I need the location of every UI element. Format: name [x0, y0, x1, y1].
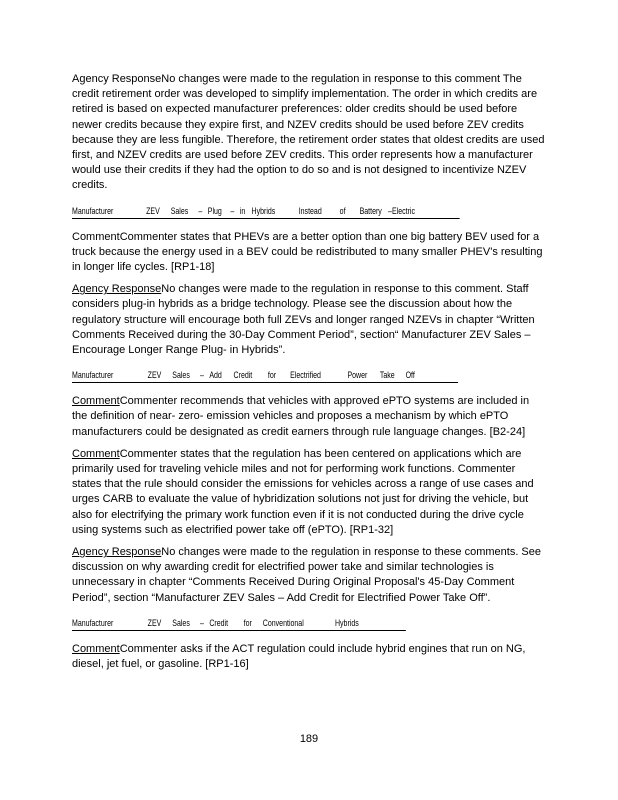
document-body	[72, 72, 546, 672]
section-heading	[72, 370, 546, 383]
paragraph-lead: Agency Response	[72, 283, 162, 296]
heading-word: Off	[405, 370, 415, 381]
heading-word: Sales	[172, 617, 190, 628]
heading-word: in	[239, 205, 246, 216]
heading-word: Electrified	[290, 370, 321, 381]
paragraph-lead: Comment	[72, 395, 120, 408]
paragraph-lead: Agency Response	[72, 546, 162, 559]
heading-word: Conventional	[262, 617, 304, 628]
paragraph-lead: Comment	[72, 230, 120, 243]
heading-text	[72, 618, 406, 631]
heading-word: ZEV	[146, 205, 160, 216]
heading-word: –	[388, 205, 392, 216]
agency-response-paragraph	[72, 72, 546, 194]
paragraph-text: Commenter states that the regulation has been centered on applications which are primarily used for traveling vehicle miles and not for performing work functions. Commenter states that the rule should consider the emissions for vehicles across a range of use cases and urges CARB to evaluate the value of hybridization solutions not just for driving the vehicle, but also for electrifying the primary work function even if it is not conducted during the drive cycle using systems such as electrified power take off (ePTO). [RP1-32]	[72, 447, 534, 536]
heading-text	[72, 370, 458, 383]
paragraph-text: No changes were made to the regulation in response to these comments. See discussion on why awarding credit for electrified power take and similar technologies is unnecessary in chapter “Comments Received During Original Proposal's 45-Day Comment Period”, section “Manufacturer ZEV Sales – Add Credit for Electrified Power Take Off”.	[72, 546, 542, 604]
heading-word: Credit	[233, 370, 253, 381]
paragraph-lead: Agency Response	[72, 73, 162, 85]
agency-response-paragraph	[72, 545, 546, 606]
heading-word: Credit	[209, 617, 229, 628]
heading-word: Hybrids	[334, 617, 359, 628]
heading-word: of	[339, 205, 346, 216]
heading-word: Electric	[391, 205, 415, 216]
heading-word: Plug	[207, 205, 222, 216]
section-heading	[72, 618, 546, 631]
heading-word: Power	[347, 370, 368, 381]
heading-word: –	[199, 370, 204, 381]
heading-word: Sales	[170, 205, 189, 216]
heading-word: Sales	[172, 370, 190, 381]
heading-text	[72, 206, 460, 219]
heading-word: –	[199, 617, 204, 628]
comment-paragraph	[72, 230, 546, 276]
heading-word: for	[243, 617, 252, 628]
heading-word: –	[230, 205, 235, 216]
heading-word: Instead	[298, 205, 322, 216]
heading-word: Manufacturer	[72, 370, 114, 381]
heading-word: Manufacturer	[72, 205, 114, 216]
paragraph-text: Commenter recommends that vehicles with approved ePTO systems are included in the definition of near- zero- emission vehicles and proposes a mechanism by which ePTO manufacturers could be designated as credit earners through rule language changes. [B2-24]	[72, 395, 530, 438]
paragraph-text: Commenter asks if the ACT regulation could include hybrid engines that run on NG, diesel, jet fuel, or gasoline. [RP1-16]	[72, 642, 526, 671]
heading-word: for	[267, 370, 277, 381]
paragraph-text: No changes were made to the regulation in response to this comment. Staff considers plug-in hybrids as a bridge technology. Please see the discussion about how the regulatory structure will encourage both full ZEVs and longer ranged NZEVs in chapter “Written Comments Received during the 30-Day Comment Period”, section“ Manufacturer ZEV Sales – Encourage Longer Range Plug- in Hybrids”.	[72, 283, 535, 357]
heading-word: Hybrids	[251, 205, 276, 216]
section-heading	[72, 206, 546, 219]
paragraph-text: No changes were made to the regulation in response to this comment The credit retirement order was developed to simplify implementation. The order in which credits are retired is based on expected manufacturer preferences: older credits should be used before newer credits because they expire first, and NZEV credits should be used before ZEV credits because they are less fungible. Therefore, the retirement order states that oldest credits are used first, and NZEV credits are used before ZEV credits. This order represents how a manufacturer would use their credits if they had the option to do so and is not designed to incentivize NZEV credits.	[72, 73, 545, 192]
paragraph-lead: Comment	[72, 447, 120, 460]
heading-word: ZEV	[147, 617, 162, 628]
comment-paragraph	[72, 394, 546, 440]
paragraph-text: Commenter states that PHEVs are a better option than one big battery BEV used for a truck because the energy used in a BEV could be redistributed to many smaller PHEV's resulting in longer life cycles. [RP1-18]	[72, 230, 543, 274]
paragraph-lead: Comment	[72, 642, 120, 655]
comment-paragraph	[72, 447, 546, 538]
comment-paragraph	[72, 642, 546, 672]
heading-word: Battery	[359, 205, 382, 216]
agency-response-paragraph	[72, 282, 546, 358]
page-number: 189	[299, 733, 319, 745]
heading-word: ZEV	[147, 370, 162, 381]
heading-word: Take	[379, 370, 395, 381]
heading-word: Add	[209, 370, 222, 381]
heading-word: Manufacturer	[72, 617, 114, 628]
heading-word: –	[198, 205, 203, 216]
